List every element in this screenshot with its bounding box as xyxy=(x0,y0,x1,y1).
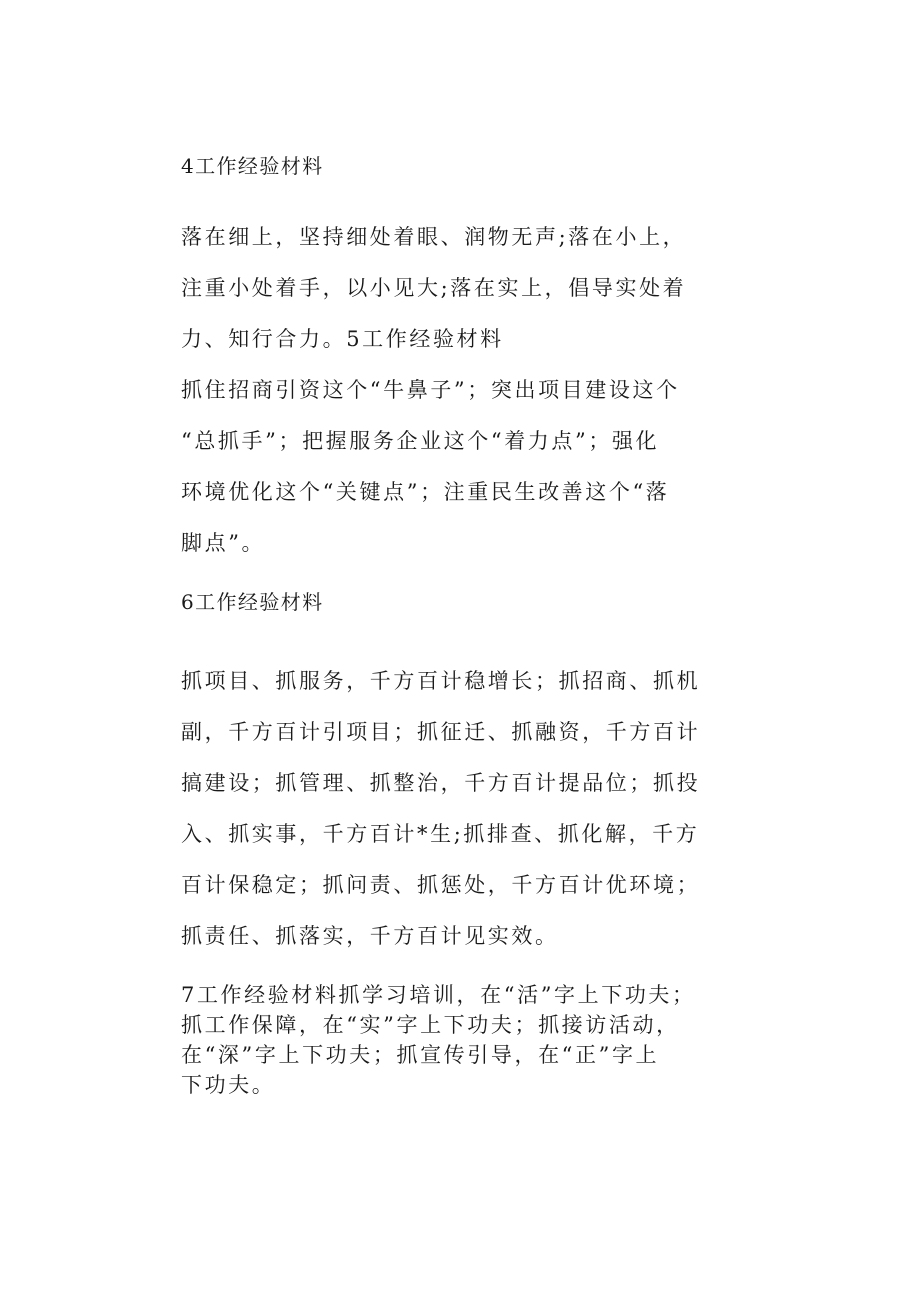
section-5-line-1: 抓住招商引资这个“牛鼻子”；突出项目建设这个 xyxy=(181,378,680,402)
section-4-line-3: 力、知行合力。5工作经验材料 xyxy=(181,327,504,351)
section-4-line-2: 注重小处着手，以小见大;落在实上，倡导实处着 xyxy=(181,276,687,300)
section-4-heading: 4工作经验材料 xyxy=(181,154,324,178)
section-6-line-3: 搞建设；抓管理、抓整治，千方百计提品位；抓投 xyxy=(181,771,701,795)
section-6-line-5: 百计保稳定；抓问责、抓惩处，千方百计优环境； xyxy=(181,873,701,897)
section-7-line-2: 抓工作保障，在“实”字上下功夫；抓接访活动， xyxy=(181,1013,680,1037)
section-5-line-2: “总抓手”；把握服务企业这个“着力点”；强化 xyxy=(181,429,660,453)
section-7-line-4: 下功夫。 xyxy=(181,1073,276,1097)
section-7-line-3: 在“深”字上下功夫；抓宣传引导，在“正”字上 xyxy=(181,1043,660,1067)
section-4-line-1: 落在细上，坚持细处着眼、润物无声;落在小上， xyxy=(181,225,687,249)
section-6-heading: 6工作经验材料 xyxy=(181,590,324,614)
section-5-line-3: 环境优化这个“关键点”；注重民生改善这个“落 xyxy=(181,480,670,504)
section-7-line-1: 7工作经验材料抓学习培训，在“活”字上下功夫； xyxy=(181,983,696,1007)
section-6-line-1: 抓项目、抓服务，千方百计稳增长；抓招商、抓机 xyxy=(181,669,701,693)
section-6-line-4: 入、抓实事，千方百计*生;抓排查、抓化解，千方 xyxy=(181,822,700,846)
section-6-line-6: 抓责任、抓落实，千方百计见实效。 xyxy=(181,924,559,948)
section-6-line-2: 副，千方百计引项目；抓征迁、抓融资，千方百计 xyxy=(181,720,701,744)
section-5-line-4: 脚点”。 xyxy=(181,531,266,555)
